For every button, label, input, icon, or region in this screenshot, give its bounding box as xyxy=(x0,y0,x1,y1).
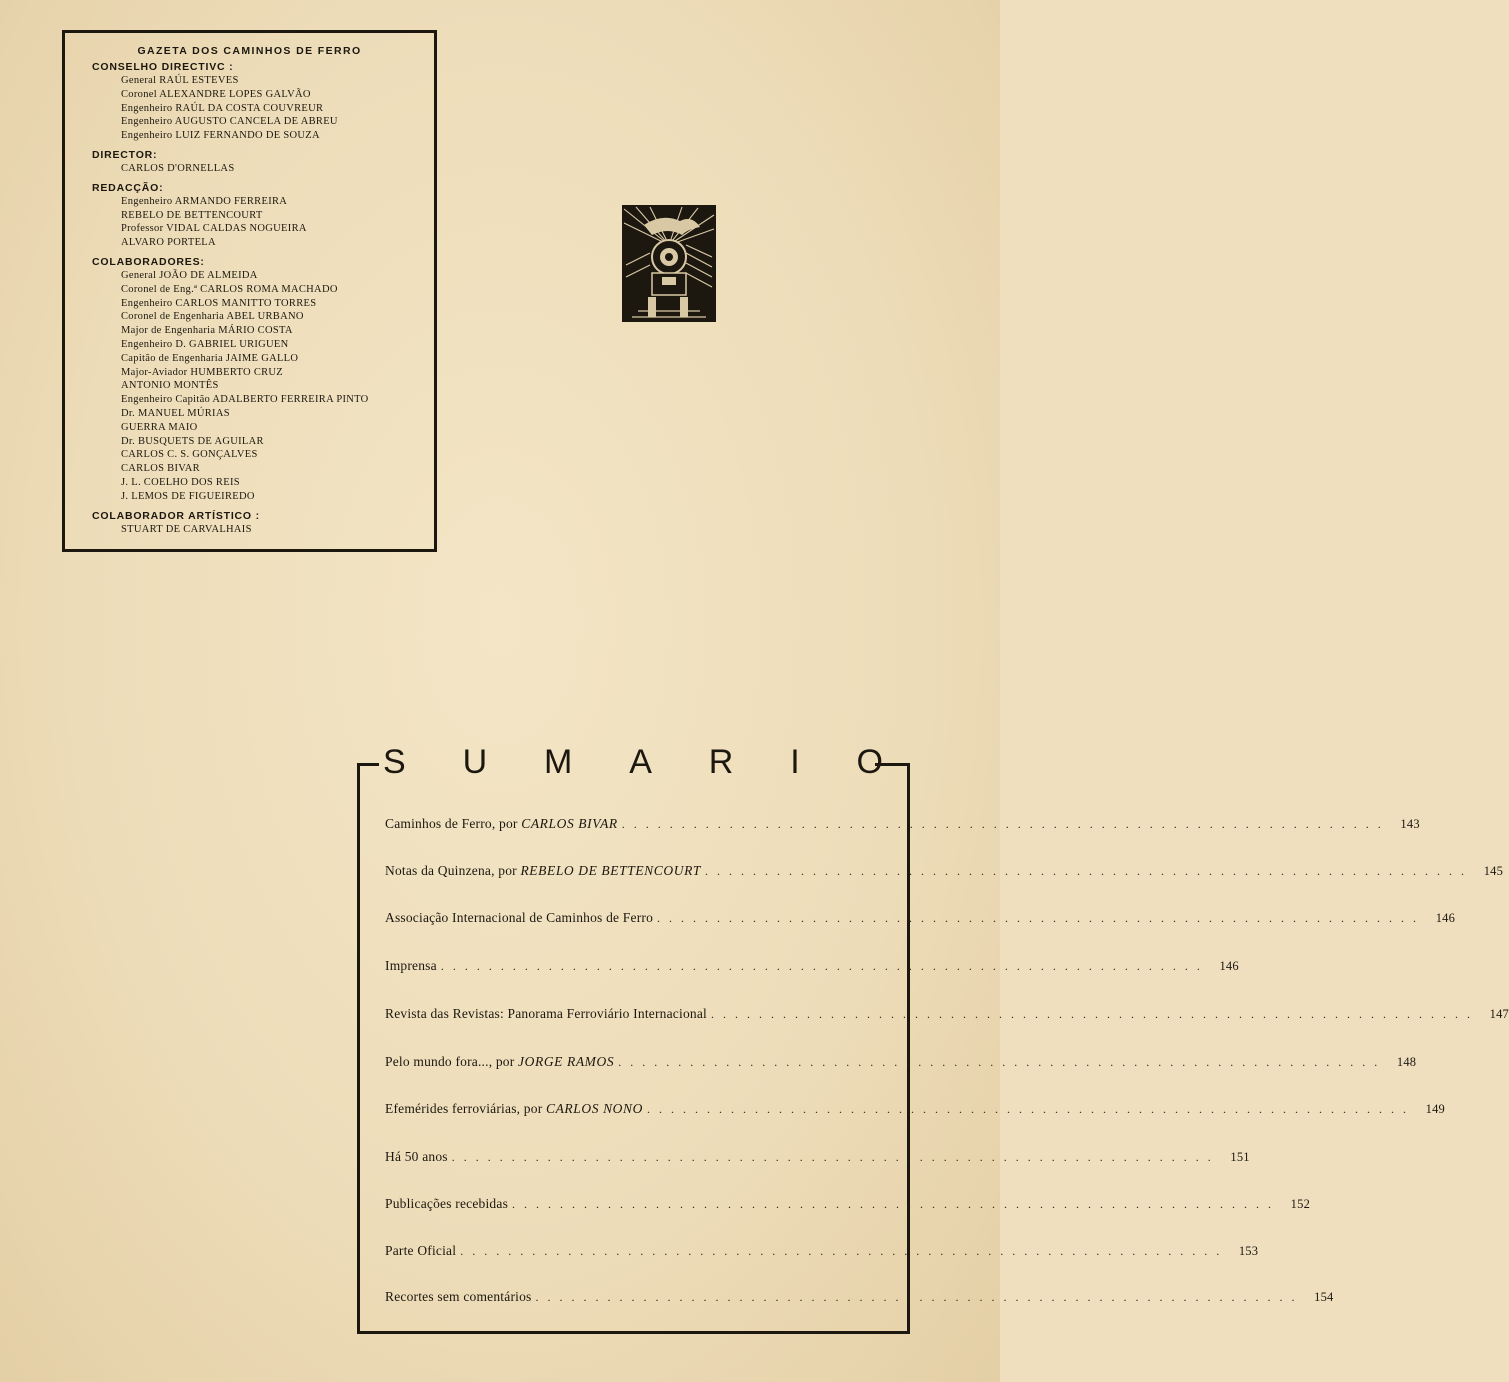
toc-entry[interactable] xyxy=(385,1289,1334,1309)
toc-entry[interactable] xyxy=(385,1054,1417,1074)
toc-entry-author: JORGE RAMOS xyxy=(518,1054,615,1069)
staff-name: CARLOS BIVAR xyxy=(121,463,200,475)
sumario-letter: I xyxy=(790,742,800,781)
toc-entry[interactable] xyxy=(385,863,1504,883)
sumario-letter: O xyxy=(856,742,883,781)
staff-name: Coronel de Eng.ª CARLOS ROMA MACHADO xyxy=(121,283,338,295)
staff-name: Engenheiro ARMANDO FERREIRA xyxy=(121,195,288,207)
toc-entry-author: REBELO DE BETTENCOURT xyxy=(520,863,702,878)
sumario-letter: U xyxy=(462,742,488,781)
toc-leader-dots: ................................................................ xyxy=(621,817,1390,831)
staff-name: Engenheiro LUIZ FERNANDO DE SOUZA xyxy=(121,130,320,142)
staff-name: Coronel ALEXANDRE LOPES GALVÃO xyxy=(121,88,311,100)
staff-name: REBELO DE BETTENCOURT xyxy=(121,209,263,221)
toc-entry-page: 153 xyxy=(1238,1244,1259,1258)
toc-leader-dots: ................................................................ xyxy=(512,1197,1281,1211)
sumario-frame-top-left xyxy=(357,763,379,766)
toc-entry-page: 146 xyxy=(1219,959,1239,973)
staff-name: Dr. MANUEL MÚRIAS xyxy=(121,407,230,419)
staff-name: Professor VIDAL CALDAS NOGUEIRA xyxy=(121,223,307,235)
toc-entry-page: 151 xyxy=(1230,1150,1250,1164)
staff-name: Major de Engenharia MÁRIO COSTA xyxy=(121,325,293,337)
toc-entry-title: Notas da Quinzena, por xyxy=(385,863,521,878)
staff-name: ALVARO PORTELA xyxy=(121,237,216,249)
toc-leader-dots: ................................................................ xyxy=(618,1055,1387,1069)
staff-name: Coronel de Engenharia ABEL URBANO xyxy=(121,311,304,323)
staff-name: STUART DE CARVALHAIS xyxy=(121,523,252,535)
toc-entry[interactable] xyxy=(385,1149,1250,1169)
staff-section-redaccao xyxy=(65,181,434,250)
staff-name: CARLOS D'ORNELLAS xyxy=(121,162,235,174)
toc-entry-author: CARLOS NONO xyxy=(545,1101,643,1116)
staff-name: Engenheiro RAÚL DA COSTA COUVREUR xyxy=(121,102,324,114)
sumario-title xyxy=(383,742,883,782)
locomotive-woodcut-icon xyxy=(622,205,716,322)
toc-entry[interactable] xyxy=(385,958,1239,978)
toc-entry-page: 146 xyxy=(1435,911,1456,925)
toc-entry-page: 147 xyxy=(1489,1007,1509,1021)
toc-entry-title: Efemérides ferroviárias, por xyxy=(385,1101,546,1116)
toc-entry-title: Parte Oficial xyxy=(385,1243,457,1258)
staff-name: Engenheiro D. GABRIEL URIGUEN xyxy=(121,338,289,350)
toc-entry-title: Publicações recebidas xyxy=(385,1196,509,1211)
toc-entry[interactable] xyxy=(385,1196,1311,1216)
section-heading: COLABORADOR ARTÍSTICO : xyxy=(92,509,260,522)
toc-entry-page: 154 xyxy=(1314,1290,1334,1304)
sumario-letter: R xyxy=(708,742,734,781)
toc-entry-page: 145 xyxy=(1483,864,1504,878)
toc-entry-title: Caminhos de Ferro, por xyxy=(385,816,522,831)
section-heading: CONSELHO DIRECTIVC : xyxy=(92,61,234,73)
staff-name: General RAÚL ESTEVES xyxy=(121,75,239,86)
staff-name: Engenheiro CARLOS MANITTO TORRES xyxy=(121,297,317,309)
toc-entry-title: Recortes sem comentários xyxy=(385,1289,532,1304)
toc-leader-dots: ................................................................ xyxy=(705,864,1474,878)
sumario-letter: M xyxy=(544,742,573,781)
toc-leader-dots: ................................................................ xyxy=(657,911,1426,925)
staff-name: Dr. BUSQUETS DE AGUILAR xyxy=(121,435,264,447)
staff-box xyxy=(62,30,437,552)
toc-entry-title: Imprensa xyxy=(385,958,437,973)
toc-entry-title: Revista das Revistas: Panorama Ferroviário Internacional xyxy=(385,1006,707,1021)
toc-entry[interactable] xyxy=(385,1006,1509,1026)
toc-entry-page: 143 xyxy=(1400,817,1420,831)
section-heading: REDACÇÃO: xyxy=(92,181,164,194)
staff-name: J. L. COELHO DOS REIS xyxy=(121,476,240,488)
staff-section-colaboradores xyxy=(65,255,434,504)
staff-name: ANTONIO MONTÊS xyxy=(121,380,219,392)
toc-entry-author: CARLOS BIVAR xyxy=(521,816,618,831)
toc-entry-title: Associação Internacional de Caminhos de Ferro xyxy=(385,910,654,925)
sumario-letter: S xyxy=(383,742,406,781)
staff-section-conselho xyxy=(65,60,434,143)
section-heading: COLABORADORES: xyxy=(92,255,205,268)
toc-entry[interactable] xyxy=(385,1101,1445,1121)
toc-entry-page: 148 xyxy=(1396,1055,1417,1069)
section-heading: DIRECTOR: xyxy=(92,148,158,161)
toc-leader-dots: ................................................................ xyxy=(440,959,1209,973)
toc-leader-dots: ................................................................ xyxy=(535,1290,1304,1304)
staff-name: Major-Aviador HUMBERTO CRUZ xyxy=(121,366,284,378)
staff-title: GAZETA DOS CAMINHOS DE FERRO xyxy=(137,45,362,57)
staff-name: CARLOS C. S. GONÇALVES xyxy=(121,449,258,461)
staff-name: General JOÃO DE ALMEIDA xyxy=(121,269,258,281)
staff-name: J. LEMOS DE FIGUEIREDO xyxy=(121,490,255,502)
sumario-letter: A xyxy=(629,742,652,781)
toc-entry-page: 149 xyxy=(1425,1102,1445,1116)
staff-section-director xyxy=(65,148,434,176)
toc-entry-title: Pelo mundo fora..., por xyxy=(385,1054,519,1069)
toc-leader-dots: ................................................................ xyxy=(646,1102,1415,1116)
staff-name: Engenheiro AUGUSTO CANCELA DE ABREU xyxy=(121,116,338,128)
staff-name: GUERRA MAIO xyxy=(121,421,198,433)
toc-entry[interactable] xyxy=(385,910,1456,930)
toc-leader-dots: ................................................................ xyxy=(710,1007,1479,1021)
staff-name: Engenheiro Capitão ADALBERTO FERREIRA PINTO xyxy=(121,394,369,406)
toc-entry[interactable] xyxy=(385,816,1420,836)
toc-entry-title: Há 50 anos xyxy=(385,1149,448,1164)
staff-section-colaborador-artistico xyxy=(65,509,434,537)
toc-entry[interactable] xyxy=(385,1243,1259,1263)
toc-leader-dots: ................................................................ xyxy=(451,1150,1220,1164)
toc-entry-page: 152 xyxy=(1290,1197,1311,1211)
staff-name: Capitão de Engenharia JAIME GALLO xyxy=(121,352,299,364)
toc-leader-dots: ................................................................ xyxy=(460,1244,1229,1258)
